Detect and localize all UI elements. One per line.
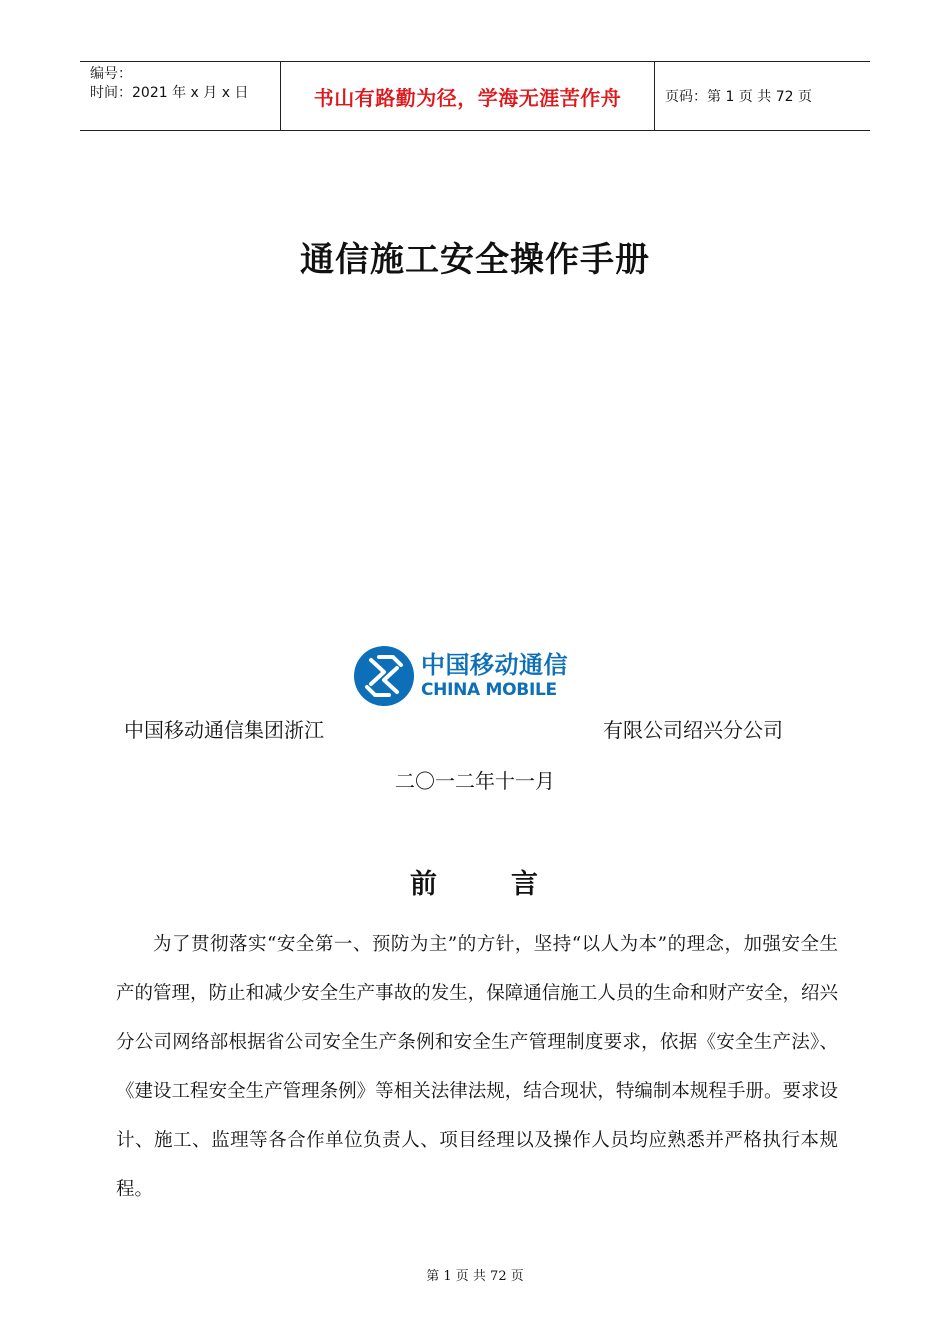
company-name-part1: 中国移动通信集团浙江	[124, 718, 324, 742]
preface-paragraph: 为了贯彻落实“安全第一、预防为主”的方针，坚持“以人为本”的理念，加强安全生产的管理，防止和减少安全生产事故的发生，保障通信施工人员的生命和财产安全，绍兴分公司网络部根据省公司安全生产条例和安全生产管理制度要求，依据《安全生产法》、《建设工程安全生产管理条例》等相关法律法规，结合现状，特编制本规程手册。要求设计、施工、监理等各合作单位负责人、项目经理以及操作人员均应熟悉并严格执行本规程。	[116, 934, 838, 1200]
preface-title-char2: 言	[511, 869, 538, 900]
time-label: 时间：2021 年 x 月 x 日	[90, 85, 249, 101]
number-label: 编号：	[90, 66, 132, 82]
document-title: 通信施工安全操作手册	[300, 240, 650, 280]
header-meta-cell	[80, 62, 281, 130]
preface-title-char1: 前	[410, 869, 437, 900]
china-mobile-logo-icon	[353, 645, 415, 707]
china-mobile-logo	[353, 645, 568, 707]
logo-chinese-name: 中国移动通信	[421, 651, 568, 679]
page-footer: 第 1 页 共 72 页	[426, 1269, 524, 1284]
publication-date: 二〇一二年十一月	[395, 769, 555, 793]
logo-english-name: CHINA MOBILE	[421, 680, 557, 700]
document-header	[80, 61, 870, 131]
header-page-info: 页码：第 1 页 共 72 页	[665, 89, 812, 105]
company-name-part2: 有限公司绍兴分公司	[603, 718, 783, 742]
header-motto: 书山有路勤为径，学海无涯苦作舟	[281, 62, 655, 130]
